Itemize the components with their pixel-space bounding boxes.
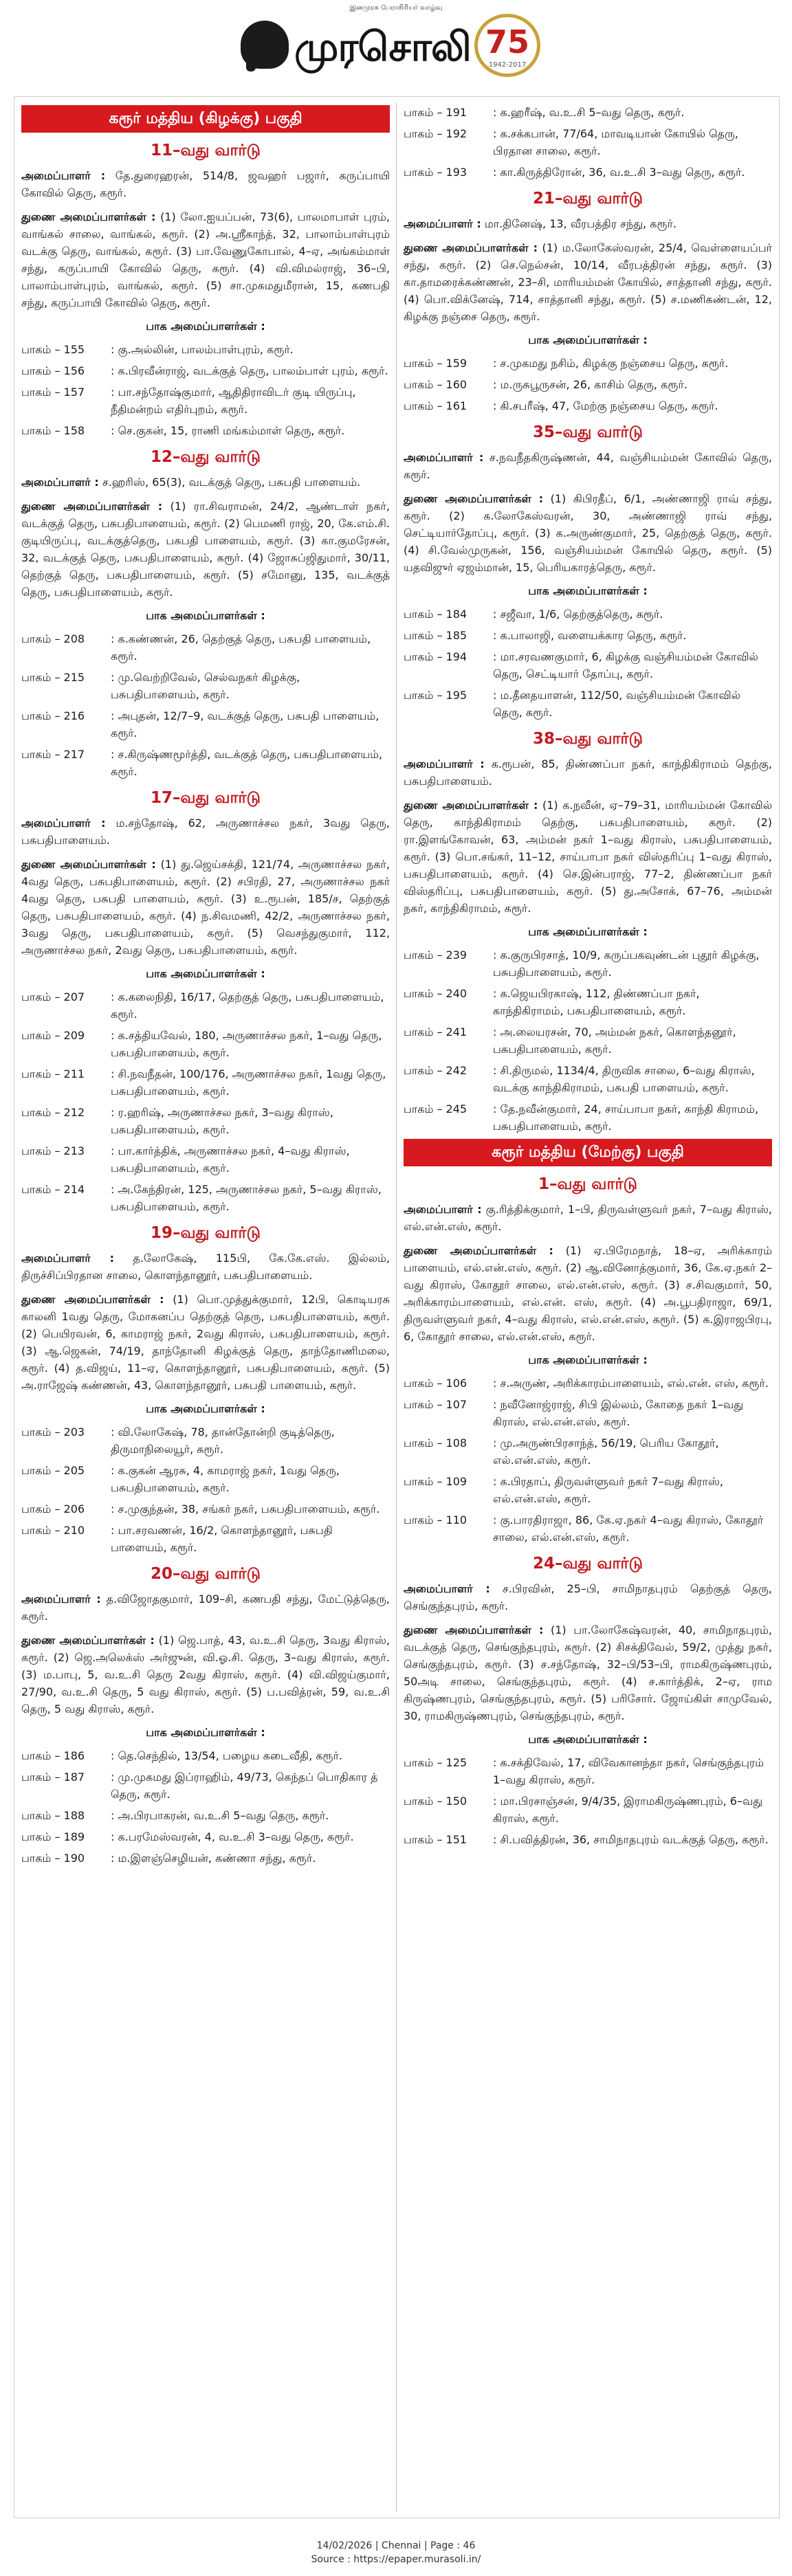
ward-heading: 11–வது வார்டு — [150, 142, 261, 159]
organiser-role: அமைப்பாளர் : — [404, 451, 484, 464]
booth-row — [21, 1807, 390, 1824]
booth-organiser: : மு.வெற்றிவேல், செல்வநகர் கிழக்கு, பசுபதிபாளையம், கரூர். — [111, 671, 300, 701]
organiser-paragraph — [404, 755, 772, 790]
booth-organiser: : சி.திருமல், 1134/4, திருவிக சாலை, 6–வது கிராஸ், வடக்கு காந்திகிராமம், பசுபதி பாளையம், கரூர். — [493, 1064, 755, 1094]
booth-organiser: : அ.கேந்திரன், 125, அருணாச்சல நகர், 5–வது கிராஸ், பசுபதிபாளையம், கரூர். — [111, 1183, 382, 1213]
booth-organiser: : செ.குகன், 15, ராணி மங்கம்மாள் தெரு, கரூர். — [111, 424, 345, 437]
booth-row — [21, 1027, 390, 1061]
ward-heading: 21–வது வார்டு — [532, 190, 644, 208]
right-column — [404, 104, 772, 1852]
badge-number: 75 — [485, 23, 529, 60]
booth-row — [404, 397, 772, 414]
booth-number: பாகம் – 155 — [21, 343, 85, 356]
booth-row — [404, 606, 772, 623]
booth-row — [21, 669, 390, 703]
booth-number: பாகம் – 189 — [21, 1830, 85, 1843]
booth-number: பாகம் – 160 — [404, 378, 468, 391]
organiser-details: (1) லோ.ஐயப்பன், 73(6), பாலமாபாள் புரம், வாங்கல் சாலை, வாங்கல், கரூர். (2) அ.ஸ்ரீகாந்த், 32, பாலாம்பாள்புரம் வடக்கு தெரு, வாங்கல், கரூர். (3) பா.வேணுகோபால், 4–ஏ, அங்கம்மாள் சந்து, கருப்பாயி கோவில் தெரு, கரூர். (4) வி.விமல்ராஜ், 36–பி, பாலாம்பாள்புரம், வாங்கல், கரூர். (5) சா.முகமதுமீரான், 15, கணபதி சந்து, கருப்பாயி கோவில் தெரு, கரூர். — [21, 210, 390, 309]
organiser-details: (1) க.நவீன், ஏ–79–31, மாரியம்மன் கோவில் தெரு, காந்திகிராமம் தெற்கு, பசுபதிபாளையம், கரூர். (2) ரா.இளங்கோவன், 63, அம்மன் நகர் 1–வது கிராஸ், பசுபதிபாளையம், கரூர். (3) பொ.சங்கர், 11–12, சாய்பாபா நகர் விஸ்தரிப்பு 1–வது கிராஸ், பசுபதிபாளையம், கரூர். (4) செ.இன்பராஜ், 77–2, திண்ணப்பா நகர் விஸ்தரிப்பு, பசுபதிபாளையம், கரூர். (5) து.அசோக், 67–76, அம்மன் நகர், காந்திகிராமம், கரூர். — [404, 799, 772, 915]
booth-row — [21, 1181, 390, 1215]
booth-row — [21, 1104, 390, 1138]
booth-row — [21, 1850, 390, 1867]
organiser-role: அமைப்பாளர் : — [21, 1592, 101, 1606]
section-header: கரூர் மத்திய (மேற்கு) பகுதி — [404, 1139, 772, 1166]
booth-organisers-heading: பாக அமைப்பாளர்கள் : — [146, 609, 265, 622]
ward-heading: 17–வது வார்டு — [150, 789, 261, 807]
booth-row — [21, 988, 390, 1023]
booth-number: பாகம் – 184 — [404, 608, 468, 621]
booth-number: பாகம் – 161 — [404, 399, 468, 412]
booth-row — [21, 362, 390, 379]
booth-row — [21, 1142, 390, 1177]
booth-organisers-heading: பாக அமைப்பாளர்கள் : — [528, 925, 648, 938]
booth-organiser: : க.பாலாஜி, வளையக்கார தெரு, கரூர். — [493, 629, 687, 642]
organiser-paragraph — [404, 1580, 772, 1614]
organiser-details: தே.துரைஹரன், 514/8, ஜவஹர் பஜார், கருப்பாயி கோவில் தெரு, கரூர். — [21, 169, 390, 199]
booth-row — [404, 648, 772, 682]
booth-number: பாகம் – 206 — [21, 1502, 85, 1515]
booth-number: பாகம் – 192 — [404, 127, 468, 140]
organiser-details: (1) பொ.முத்துக்குமார், 12பி, கொடியரசு காலனி 1வது தெரு, மோகனப்ப தெற்குத் தெரு, பசுபதிபாளையம், கரூர். (2) பெயிரவன், 6, காமராஜ் நகர், 2வது கிராஸ், பசுபதிபாளையம், கரூர். (3) ஆ.ஜெகன், 74/19, தாந்தோனி கிழக்குத் தெரு, தாந்தோணிமலை, கரூர். (4) த.விஜய், 11–ஏ, கொளந்தானூர், பசுபதிபாளையம், கரூர். (5) அ.ராஜேஷ் கண்ணன், 43, கொளந்தானூர், பசுபதி பாளையம், கரூர். — [21, 1293, 390, 1392]
booth-organisers-heading: பாக அமைப்பாளர்கள் : — [528, 584, 648, 597]
booth-organiser: : க.கண்ணன், 26, தெற்குத் தெரு, பசுபதி பாளையம், கரூர். — [111, 632, 371, 663]
booth-row — [21, 1768, 390, 1803]
organiser-paragraph — [404, 490, 772, 576]
booth-number: பாகம் – 194 — [404, 650, 468, 663]
elephant-emblem-icon — [241, 21, 289, 69]
ward-heading: 1–வது வார்டு — [538, 1175, 638, 1193]
organiser-paragraph — [404, 449, 772, 483]
organiser-paragraph — [404, 239, 772, 325]
booth-organiser: : க.ஹரீஷ், வ.உ.சி 5–வது தெரு, கரூர். — [493, 106, 685, 119]
page-footer — [0, 2539, 792, 2566]
masthead — [0, 0, 792, 89]
column-divider — [396, 102, 397, 2511]
booth-organiser: : நவீனோஜ்ராஜ், சிபி இல்லம், கோதை நகர் 1–வது கிராஸ், எல்.என்.எஸ், கரூர். — [493, 1398, 744, 1428]
booth-organiser: : பா.கார்த்திக், அருணாச்சல நகர், 4–வது கிராஸ், பசுபதிபாளையம், கரூர். — [111, 1144, 350, 1175]
logo-text: முரசொலி — [294, 23, 471, 70]
booth-number: பாகம் – 159 — [404, 357, 468, 370]
booth-organiser: : க.சக்கபான், 77/64, மாவடியான் கோயில் தெரு, பிரதான சாலை, கரூர். — [493, 127, 738, 157]
organiser-details: (1) ஜெ.பாத், 43, வ.உ.சி தெரு, 3வது கிராஸ், கரூர். (2) ஜெ.அலெக்ஸ் அர்ஜுன், வி.ஓ.சி. தெரு, 3–வது கிராஸ், கரூர். (3) ம.பாபு, 5, வ.உ.சி தெரு 2வது கிராஸ், கரூர். (4) வி.விஜய்குமார், 27/90, வ.உ.சி தெரு, 5 வது கிராஸ், கரூர். (5) ப.பவித்ரன், 59, வ.உ.சி தெரு, 5 வது கிராஸ், கரூர். — [21, 1634, 390, 1716]
booth-number: பாகம் – 186 — [21, 1749, 85, 1762]
organiser-role: அமைப்பாளர் : — [404, 1582, 490, 1595]
booth-row — [404, 1434, 772, 1469]
ward-heading: 12–வது வார்டு — [150, 448, 261, 466]
booth-number: பாகம் – 208 — [21, 632, 85, 645]
booth-organiser: : சஜீவா, 1/6, தெற்குத்தெரு, கரூர். — [493, 608, 663, 621]
booth-number: பாகம் – 242 — [404, 1064, 468, 1077]
organiser-details: ச.ஹரிஸ், 65(3), வடக்குத் தெரு, பசுபதி பாளையம். — [102, 476, 361, 489]
organiser-role: அமைப்பாளர் : — [404, 1203, 482, 1216]
booth-number: பாகம் – 211 — [21, 1067, 85, 1080]
booth-row — [404, 164, 772, 181]
booth-number: பாகம் – 213 — [21, 1144, 85, 1157]
booth-number: பாகம் – 205 — [21, 1464, 85, 1477]
left-column — [21, 104, 390, 1871]
ward-heading: 38–வது வார்டு — [532, 730, 644, 748]
booth-organiser: : க.ஜெயபிரகாஷ், 112, திண்ணப்பா நகர், காந்திகிராமம், பசுபதிபாளையம், கரூர். — [493, 987, 700, 1017]
organiser-paragraph — [21, 856, 390, 959]
booth-row — [21, 422, 390, 439]
organiser-role: துணை அமைப்பாளர்கள் : — [404, 241, 538, 254]
booth-organisers-heading: பாக அமைப்பாளர்கள் : — [528, 1353, 648, 1366]
booth-number: பாகம் – 203 — [21, 1425, 85, 1439]
booth-number: பாகம் – 240 — [404, 987, 468, 1000]
booth-organisers-heading: பாக அமைப்பாளர்கள் : — [528, 1733, 648, 1746]
booth-organiser: : கு.அல்லின், பாலம்பாள்புரம், கரூர். — [111, 343, 294, 356]
organiser-details: (1) ரா.சிவராமன், 24/2, ஆண்டாள் நகர், வடக்குத் தெரு, பசுபதிபாளையம், கரூர். (2) பெமணி ராஜ், 20, கே.எம்.சி. குடியிருப்பு, வடக்குத்தெரு, பசுபதி பாளையம், கரூர். (3) கா.குமரேசன், 32, வடக்குத் தெரு, பசுபதிபாளையம், கரூர். (4) ஜோசுப்ஜிதுமார், 30/11, தெற்குத் தெரு, பசுபதிபாளையம், கரூர். (5) சமோனு, 135, வடக்குத் தெரு, பசுபதிபாளையம், கரூர். — [21, 500, 390, 599]
booth-organiser: : க.குகன் ஆரசு, 4, காமராஜ் நகர், 1வது தெரு, பசுபதிபாளையம், கரூர். — [111, 1464, 340, 1494]
organiser-paragraph — [404, 215, 772, 232]
booth-row — [21, 341, 390, 358]
organiser-role: துணை அமைப்பாளர்கள் : — [404, 1244, 553, 1257]
booth-row — [21, 630, 390, 665]
booth-organiser: : அபுதன், 12/7–9, வடக்குத் தெரு, பசுபதி பாளையம், கரூர். — [111, 709, 380, 740]
badge-caption: 1942-2017 — [488, 61, 527, 69]
organiser-details: ம.சந்தோஷ், 62, அருணாச்சல நகர், 3வது தெரு, பசுபதிபாளையம். — [21, 817, 390, 847]
booth-row — [404, 687, 772, 721]
booth-row — [404, 1473, 772, 1507]
anniversary-badge — [474, 14, 540, 77]
booth-number: பாகம் – 108 — [404, 1436, 468, 1450]
organiser-paragraph — [21, 1250, 390, 1284]
booth-organiser: : மா.பிரசாஞ்சன், 9/4/35, இராமகிருஷ்ணபுரம், 6–வது கிராஸ், கரூர். — [493, 1795, 763, 1825]
booth-organiser: : கு.பாரதிராஜா, 86, கே.ஏ.நகர் 4–வது கிராஸ், கோதூர் சாலை, எல்.என்.எஸ், கரூர். — [493, 1513, 764, 1544]
booth-organiser: : ச.கிருஷ்ணமூர்த்தி, வடக்குத் தெரு, பசுபதிபாளையம், கரூர். — [111, 748, 383, 778]
booth-row — [21, 1065, 390, 1100]
booth-row — [404, 1511, 772, 1546]
booth-row — [21, 1462, 390, 1496]
organiser-paragraph — [404, 1621, 772, 1724]
booth-organiser: : வி.லோகேஷ், 78, தான்தோன்றி குடித்தெரு, திருமாநிலையூர், கரூர். — [111, 1425, 335, 1456]
booth-row — [404, 1100, 772, 1135]
organiser-role: துணை அமைப்பாளர்கள் : — [21, 1293, 164, 1306]
booth-number: பாகம் – 158 — [21, 424, 85, 437]
booth-number: பாகம் – 187 — [21, 1770, 85, 1784]
booth-organiser: : கா.கிருத்திரோன், 36, வ.உ.சி 3–வது தெரு, கரூர். — [493, 166, 745, 179]
footer-source: Source : https://epaper.murasoli.in/ — [311, 2554, 481, 2565]
booth-row — [404, 1754, 772, 1788]
booth-row — [404, 1375, 772, 1392]
organiser-role: துணை அமைப்பாளர்கள் : — [21, 1634, 155, 1647]
organiser-paragraph — [21, 814, 390, 849]
organiser-details: த.விஜோதகுமார், 109–சி, கணபதி சந்து, மேட்டுத்தெரு, கரூர். — [21, 1592, 390, 1623]
booth-organiser: : மு.அருண்பிரசாந்த், 56/19, பெரிய கோதூர், எல்.என்.எஸ், கரூர். — [493, 1436, 719, 1467]
section-header: கரூர் மத்திய (கிழக்கு) பகுதி — [21, 105, 390, 133]
booth-organiser: : தே.நவீன்குமார், 24, சாய்பாபா நகர், காந்தி கிராமம், பசுபதிபாளையம், கரூர். — [493, 1102, 759, 1133]
organiser-role: துணை அமைப்பாளர்கள் : — [21, 500, 163, 513]
booth-number: பாகம் – 212 — [21, 1106, 85, 1119]
booth-organiser: : ச.அருண், அரிக்காரம்பாளையம், எல்.என். எஸ், கரூர். — [493, 1377, 769, 1390]
booth-organiser: : அ.பிரபாகரன், வ.உ.சி 5–வது தெரு, கரூர். — [111, 1809, 329, 1822]
booth-organiser: : க.பிரவீன்ராஜ், வடக்குத் தெரு, பாலம்பாள் புரம், கரூர். — [111, 364, 388, 377]
booth-organiser: : ர.ஹரிஷ், அருணாச்சல நகர், 3–வது கிராஸ், பசுபதிபாளையம், கரூர். — [111, 1106, 333, 1136]
booth-number: பாகம் – 107 — [404, 1398, 468, 1411]
booth-number: பாகம் – 209 — [21, 1029, 85, 1042]
organiser-paragraph — [21, 1291, 390, 1394]
organiser-details: (1) ம.லோகேஸ்வரன், 25/4, வெள்ளையப்பர் சந்து, கரூர். (2) செ.நெல்சன், 10/14, வீரபத்திரன் சந்து, கரூர். (3) கா.தாமரைக்கண்ணன், 23–சி, மாரியம்மன் கோயில், சாத்தானி சந்து, கரூர். (4) பொ.விக்னேஷ், 714, சாத்தானி சந்து, கரூர். (5) ச.மணிகண்டன், 12, கிழக்கு நஞ்சை தெரு, கரூர். — [404, 241, 772, 323]
organiser-role: அமைப்பாளர் : — [404, 217, 481, 230]
booth-organiser: : ச.முகமது நசிம், கிழக்கு நஞ்சைய தெரு, கரூர். — [493, 357, 729, 370]
organiser-details: (1) கிபிரதீப், 6/1, அண்ணாஜி ராவ் சந்து, கரூர். (2) க.லோகேஸ்வரன், 30, அண்ணாஜி ராவ் சந்து, செட்டியார்தோப்பு, கரூர். (3) க.அருண்குமார், 25, தெற்குத் தெரு, கரூர். (4) சி.வேல்முருகன், 156, வஞ்சியம்மன் கோயில் தெரு, கரூர். (5) யதவிஜுர் ஏஜம்மான், 15, பெரியகாரத்தெரு, கரூர். — [404, 492, 772, 574]
booth-number: பாகம் – 210 — [21, 1524, 85, 1537]
booth-organiser: : க.பிரதாப், திருவள்ளுவர் நகர் 7–வது கிராஸ், எல்.என்.எஸ், கரூர். — [493, 1475, 724, 1505]
booth-row — [404, 1023, 772, 1058]
booth-organisers-heading: பாக அமைப்பாளர்கள் : — [146, 967, 265, 980]
booth-row — [21, 746, 390, 780]
organiser-details: (1) பா.லோகேஷ்வரன், 40, சாமிநாதபுரம், வடக்குத் தெரு, செங்குந்தபுரம், கரூர். (2) சிசக்திவேல், 59/2, முத்து நகர், செங்குந்தபுரம், கரூர். (3) ச.சந்தோஷ், 32–பி/53–பி, ராமகிருஷ்ணபுரம், 50அடி சாலை, செங்குந்தபுரம், கரூர். (4) ச.கார்த்திக், 2–ஏ, ராம கிருஷ்ணபுரம், செங்குந்தபுரம், கரூர். (5) பரிசோர். ஜோய்கிள் சாமுவேல், 30, ராமகிருஷ்ணபுரம், செங்குந்தபுரம், கரூர். — [404, 1623, 772, 1722]
booth-organiser: : க.கலைநிதி, 16/17, தெற்குத் தெரு, பசுபதிபாளையம், கரூர். — [111, 990, 384, 1021]
booth-organiser: : க.குருபிரசாத், 10/9, கருப்பகவுண்டன் புதூர் கிழக்கு, பசுபதிபாளையம், கரூர். — [493, 948, 760, 979]
organiser-paragraph — [21, 167, 390, 201]
logo — [241, 12, 550, 80]
organiser-details: ச.பிரவின், 25–பி, சாமிநாதபுரம் தெற்குத் தெரு, செங்குந்தபுரம், கரூர். — [404, 1582, 773, 1612]
booth-organiser: : க.பரமேஸ்வரன், 4, வ.உ.சி 3–வது தெரு, கரூர். — [111, 1830, 354, 1843]
booth-row — [404, 1396, 772, 1430]
booth-organiser: : ம.தீனதயாளன், 112/50, வஞ்சியம்மன் கோவில் தெரு, கரூர். — [493, 689, 740, 719]
booth-organiser: : கி.சபரீஷ், 47, மேற்கு நஞ்சைய தெரு, கரூர். — [493, 399, 718, 412]
booth-row — [404, 355, 772, 372]
booth-row — [404, 1792, 772, 1827]
booth-number: பாகம் – 106 — [404, 1377, 468, 1390]
booth-row — [404, 1062, 772, 1096]
booth-number: பாகம் – 245 — [404, 1102, 468, 1115]
booth-row — [404, 125, 772, 159]
organiser-paragraph — [21, 1590, 390, 1625]
booth-organiser: : ம.ருசுபூருசன், 26, காசிம் தெரு, கரூர். — [493, 378, 688, 391]
booth-organiser: : ச.முகுந்தன், 38, சங்கர் நகர், பசுபதிபாளையம், கரூர். — [111, 1502, 380, 1515]
booth-row — [21, 384, 390, 418]
organiser-details: (1) து.ஜெய்சக்தி, 121/74, அருணாச்சல நகர், 4வது தெரு, பசுபதிபாளையம், கரூர். (2) சபிரதி, 27, அருணாச்சல நகர் 4வது தெரு, பசுபதி பாளையம், கரூர். (3) உ.ரூபன், 185/ச, தெற்குத் தெரு, பசுபதிபாளையம், கரூர். (4) ந.சிவமணி, 42/2, அருணாச்சல நகர், 3வது தெரு, பசுபதிபாளையம், கரூர். (5) வெசந்துகுமார், 112, அருணாச்சல நகர், 2வது தெரு, பசுபதிபாளையம், கரூர். — [21, 858, 390, 957]
booth-organiser: : பா.சரவணன், 16/2, கொளந்தானூர், பசுபதி பாளையம், கரூர். — [111, 1524, 333, 1554]
booth-number: பாகம் – 190 — [21, 1852, 85, 1865]
booth-number: பாகம் – 156 — [21, 364, 85, 377]
organiser-paragraph — [404, 1201, 772, 1235]
organiser-role: அமைப்பாளர் : — [21, 476, 99, 489]
booth-organiser: : பா.சந்தோஷ்குமார், ஆதிதிராவிடர் குடி யிருப்பு, நீதிமன்றம் எதிர்புறம், கரூர். — [111, 386, 356, 416]
organiser-paragraph — [21, 498, 390, 601]
organiser-role: துணை அமைப்பாளர்கள் : — [21, 858, 156, 871]
masthead-tagline: இனமுரசு பேராசிரியர் வாழ்வு — [349, 4, 443, 12]
booth-organisers-heading: பாக அமைப்பாளர்கள் : — [528, 333, 648, 346]
organiser-paragraph — [21, 208, 390, 311]
booth-row — [21, 1747, 390, 1764]
booth-organiser: : ம.இளஞ்செழியன், கண்ணா சந்து, கரூர். — [111, 1852, 316, 1865]
booth-organiser: : க.சத்தியவேல், 180, அருணாச்சல நகர், 1–வது தெரு, பசுபதிபாளையம், கரூர். — [111, 1029, 382, 1059]
organiser-role: அமைப்பாளர் : — [21, 817, 106, 830]
booth-organisers-heading: பாக அமைப்பாளர்கள் : — [146, 1402, 265, 1415]
booth-number: பாகம் – 217 — [21, 748, 85, 761]
booth-organisers-heading: பாக அமைப்பாளர்கள் : — [146, 320, 265, 333]
organiser-details: த.லோகேஷ், 115பி, கே.கே.எஸ். இல்லம், திருச்சிப்பிரதான சாலை, கொளந்தானூர், பசுபதிபாளையம். — [21, 1252, 390, 1282]
booth-organiser: : மு.முகமது இப்ராஹிம், 49/73, கெந்தப் பொதிகார த் தெரு, கரூர். — [111, 1770, 378, 1801]
booth-row — [404, 1831, 772, 1848]
booth-number: பாகம் – 109 — [404, 1475, 468, 1488]
organiser-paragraph — [404, 797, 772, 917]
booth-organisers-heading: பாக அமைப்பாளர்கள் : — [146, 1726, 265, 1739]
booth-number: பாகம் – 151 — [404, 1833, 468, 1846]
organiser-paragraph — [21, 474, 390, 491]
booth-number: பாகம் – 150 — [404, 1795, 468, 1808]
booth-number: பாகம் – 239 — [404, 948, 468, 962]
organiser-details: மா.தினேஷ், 13, வீரபத்திர சந்து, கரூர். — [484, 217, 676, 230]
booth-number: பாகம் – 215 — [21, 671, 85, 684]
booth-row — [21, 1828, 390, 1845]
booth-number: பாகம் – 195 — [404, 689, 468, 702]
booth-number: பாகம் – 110 — [404, 1513, 468, 1526]
booth-number: பாகம் – 188 — [21, 1809, 85, 1822]
booth-row — [21, 1522, 390, 1556]
booth-number: பாகம் – 241 — [404, 1025, 468, 1039]
organiser-role: துணை அமைப்பாளர்கள் : — [404, 492, 544, 505]
booth-organiser: : சி.பவித்திரன், 36, சாமிநாதபுரம் வடக்குத் தெரு, கரூர். — [493, 1833, 769, 1846]
ward-heading: 20–வது வார்டு — [150, 1565, 261, 1583]
booth-organiser: : சி.நவநீதன், 100/176, அருணாச்சல நகர், 1வது தெரு, பசுபதிபாளையம், கரூர். — [111, 1067, 386, 1098]
organiser-paragraph — [21, 1632, 390, 1718]
booth-organiser: : அ.லையரசன், 70, அம்மன் நகர், கொளந்தனூர், பசுபதிபாளையம், கரூர். — [493, 1025, 736, 1056]
booth-number: பாகம் – 125 — [404, 1756, 468, 1769]
booth-number: பாகம் – 185 — [404, 629, 468, 642]
booth-row — [404, 376, 772, 393]
footer-date-page: 14/02/2026 | Chennai | Page : 46 — [316, 2540, 476, 2551]
ward-heading: 35–வது வார்டு — [532, 423, 644, 441]
booth-organiser: : க.சக்திவேல், 17, விவேகானந்தா நகர், செங்குந்தபுரம் 1–வது கிராஸ், கரூர். — [493, 1756, 764, 1786]
booth-organiser: : தெ.செந்தில், 13/54, பழைய கடைவீதி, கரூர். — [111, 1749, 342, 1762]
organiser-role: துணை அமைப்பாளர்கள் : — [404, 1623, 544, 1636]
organiser-role: அமைப்பாளர் : — [404, 757, 485, 770]
booth-row — [404, 985, 772, 1019]
booth-number: பாகம் – 157 — [21, 386, 85, 399]
booth-number: பாகம் – 214 — [21, 1183, 85, 1196]
organiser-paragraph — [404, 1242, 772, 1345]
organiser-role: துணை அமைப்பாளர்கள் : — [404, 799, 538, 812]
booth-number: பாகம் – 193 — [404, 166, 468, 179]
ward-heading: 19–வது வார்டு — [150, 1224, 261, 1242]
booth-row — [404, 104, 772, 121]
booth-row — [21, 1423, 390, 1458]
booth-number: பாகம் – 207 — [21, 990, 85, 1003]
booth-number: பாகம் – 191 — [404, 106, 468, 119]
booth-number: பாகம் – 216 — [21, 709, 85, 722]
booth-row — [21, 707, 390, 742]
booth-row — [404, 946, 772, 981]
booth-row — [404, 627, 772, 644]
organiser-details: கு.ரித்திக்குமார், 1–பி, திருவள்ளுவர் நகர், 7–வது கிராஸ், எல்.என்.எஸ், கரூர். — [404, 1203, 773, 1233]
organiser-role: துணை அமைப்பாளர்கள் : — [21, 210, 156, 223]
organiser-role: அமைப்பாளர் : — [21, 1252, 115, 1265]
organiser-details: க.ரூபன், 85, திண்ணப்பா நகர், காந்திகிராமம் தெற்கு, பசுபதிபாளையம். — [404, 757, 773, 788]
booth-row — [21, 1500, 390, 1518]
organiser-details: (1) ஏ.பிரேமநாத், 18–ஏ, அரிக்காரம் பாளையம், எல்.என்.எஸ், கரூர். (2) ஆ.வினோத்குமார், 36, கே.ஏ.நகர் 2–வது கிராஸ், கோதூர் சாலை, எல்.என்.எஸ், கரூர். (3) ச.சிவகுமார், 50, அரிக்காரம்பாளையம், எல்.என். எஸ், கரூர். (4) அ.பூபதிராஜா, 69/1, திருவள்ளுவர் நகர், 4–வது கிராஸ், எல்.என்.எஸ், கரூர். (5) க.இராஜபிரபு, 6, கோதூர் சாலை, எல்.என்.எஸ், கரூர். — [404, 1244, 772, 1343]
ward-heading: 24–வது வார்டு — [532, 1555, 644, 1573]
booth-organiser: : மா.சரவணகுமார், 6, கிழக்கு வஞ்சியம்மன் கோவில் தெரு, செட்டியார் தோப்பு, கரூர். — [493, 650, 758, 680]
article-frame — [14, 96, 780, 2518]
organiser-details: ச.நவநீதகிருஷ்ணன், 44, வஞ்சியம்மன் கோவில் தெரு, கரூர். — [404, 451, 772, 481]
organiser-role: அமைப்பாளர் : — [21, 169, 106, 182]
